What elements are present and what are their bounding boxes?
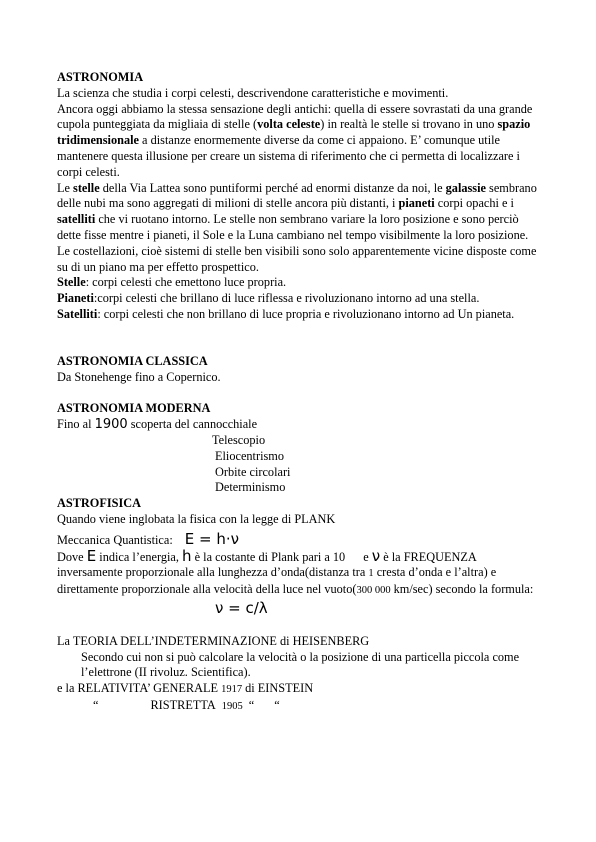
section-title-classica: ASTRONOMIA CLASSICA [57,353,208,368]
section-title-astronomia: ASTRONOMIA [57,70,144,84]
list-item: Telescopio [212,432,266,447]
definition-stelle: Stelle: corpi celesti che emettono luce propria. [57,275,287,290]
paragraph-volta-celeste: Ancora oggi abbiamo la stessa sensazione degli antichi: quella di essere sovrastati da una grande cupola punteggiata da migliaia di stelle (volta celeste) in realtà le stelle si trovano in uno spazio tridimensionale a distanze enormemente diverse da come ci appaiono. E’ comunque utile mantenere questa illusione per creare un sistema di riferimento che ci permetta di localizzare i corpi celesti. [57,101,533,179]
definition-pianeti: Pianeti:corpi celesti che brillano di luce riflessa e rivoluzionano intorno ad una stella. [57,291,480,306]
definition-satelliti: Satelliti: corpi celesti che non brillano di luce propria e rivoluzionano intorno ad Un pianeta. [57,306,515,321]
paragraph-relativita-generale: e la RELATIVITA’ GENERALE 1917 di EINSTEIN [57,681,314,696]
list-item: Determinismo [215,480,286,495]
section-title-moderna: ASTRONOMIA MODERNA [57,401,211,416]
list-item: Eliocentrismo [215,448,284,463]
paragraph-costellazioni: Le costellazioni, cioè sistemi di stelle ben visibili sono solo apparentemente vicine disposte come su di un piano ma per effetto prospettico. [57,243,537,274]
formula-frequency: ν = c/λ [215,598,268,617]
paragraph-heisenberg: La TEORIA DELL’INDETERMINAZIONE di HEISENBERG [57,633,370,648]
list-item: Orbite circolari [215,464,291,479]
formula-planck: E = h·ν [184,529,239,548]
moderna-list [57,433,541,496]
paragraph-indeterminazione: Secondo cui non si può calcolare la velocità o la posizione di una particella piccola come l’elettrone (II rivoluz. Scientifica). [81,649,520,680]
paragraph-dove: Dove E indica l’energia, h è la costante di Plank pari a 10 e ν è la FREQUENZA inversamente proporzionale alla lunghezza d’onda(distanza tra 1 cresta d’onda e l’altra) e direttamente proporzionale alla velocità della luce nel vuoto(300 000 km/sec) secondo la formula: [57,546,534,597]
paragraph-relativita-ristretta: “ RISTRETTA 1905 “ “ [93,697,280,712]
paragraph-moderna: Fino al 1900 scoperta del cannocchiale [57,417,258,433]
paragraph-classica: Da Stonehenge fino a Copernico. [57,369,221,384]
paragraph-meccanica-quantistica: Meccanica Quantistica: E = h·ν [57,529,239,548]
section-title-astrofisica: ASTROFISICA [57,496,142,511]
paragraph-stelle: Le stelle della Via Lattea sono puntiformi perché ad enormi distanze da noi, le galassie sembrano delle nubi ma sono aggregati di milioni di stelle ancora più distanti, i pianeti corpi opachi e i satelliti che vi ruotano intorno. Le stelle non sembrano variare la loro posizione e sono perciò dette fisse mentre i pianeti, il Sole e la Luna cambiano nel tempo visibilmente la loro posizione. [57,180,537,242]
document-page [57,70,541,715]
paragraph-definition: La scienza che studia i corpi celesti, descrivendone caratteristiche e movimenti. [57,85,449,100]
paragraph-plank: Quando viene inglobata la fisica con la legge di PLANK [57,511,336,526]
